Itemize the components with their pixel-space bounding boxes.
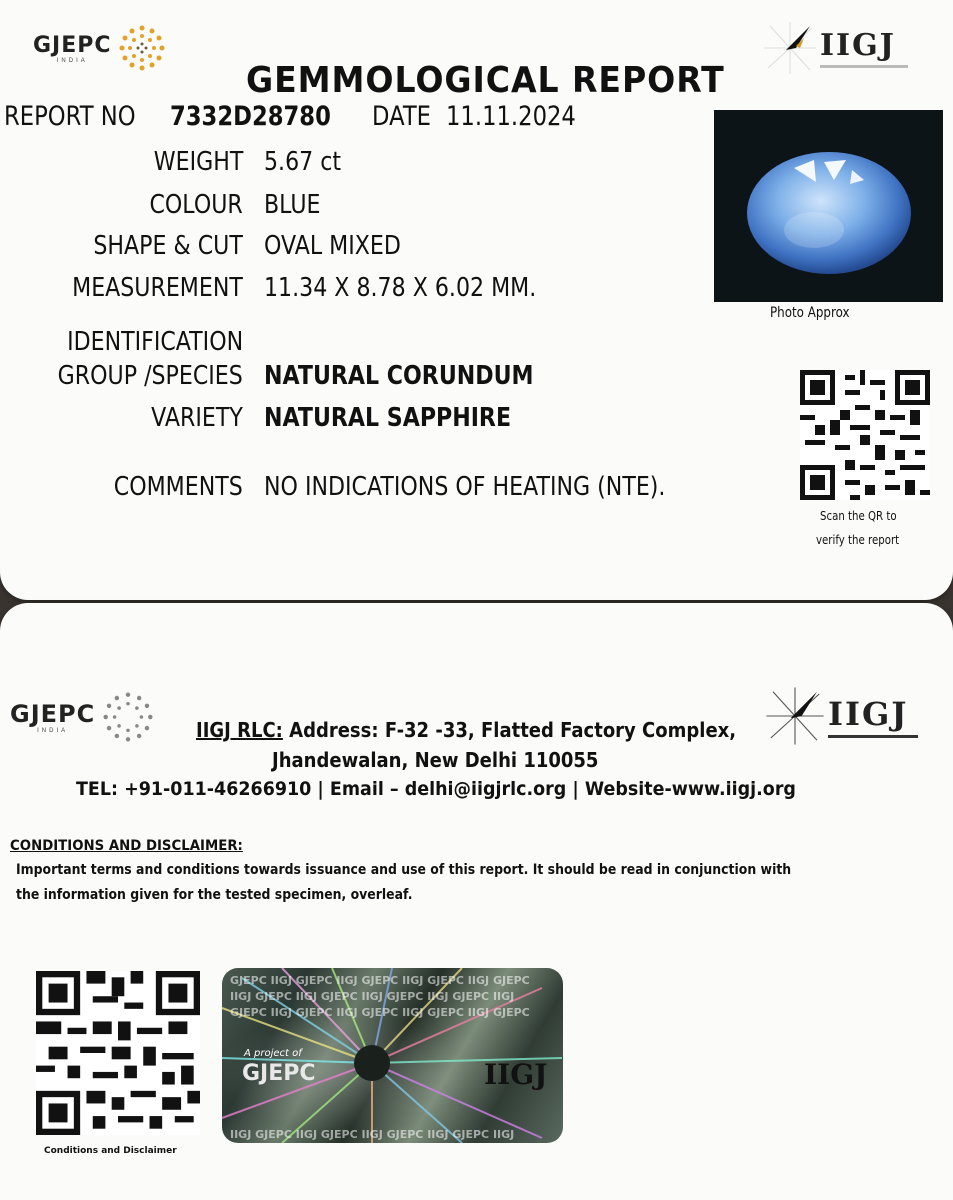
date-label: DATE [372,101,432,132]
report-no-value: 7332D28780 [170,101,331,132]
shape-value: OVAL MIXED [264,231,401,261]
svg-text:GJEPC IIGJ GJEPC IIGJ GJEPC II: GJEPC IIGJ GJEPC IIGJ GJEPC IIGJ GJEPC IIGJ GJEPC [230,974,530,987]
colour-label: COLOUR [149,190,243,220]
gjepc-sunburst-icon [116,22,168,74]
hologram-iigj-text: IIGJ [484,1058,548,1091]
address-line1-text: Address: F-32 -33, Flatted Factory Complex, [282,718,737,742]
gjepc-logo-back [10,688,157,746]
photo-caption: Photo Approx [770,305,850,321]
variety-value: NATURAL SAPPHIRE [264,403,512,433]
iigj-logo-text: IIGJ [820,28,896,63]
conditions-line1: Important terms and conditions towards issuance and use of this report. It should be read in conjunction with [16,862,792,878]
colour-value: BLUE [264,190,321,220]
shape-label: SHAPE & CUT [93,231,243,261]
qr-caption-line2: verify the report [816,533,900,547]
gemstone-photo [714,110,943,302]
gjepc-logo [33,22,168,74]
verify-qr-code[interactable] [800,370,930,500]
report-back-card [0,603,953,1200]
qr-caption-line1: Scan the QR to [820,509,897,523]
weight-label: WEIGHT [153,147,243,177]
gjepc-sunburst-back-icon [99,688,157,746]
conditions-qr-caption: Conditions and Disclaimer [44,1146,177,1156]
weight-value: 5.67 ct [264,147,342,177]
contact-line: TEL: +91-011-46266910 | Email – delhi@iigjrlc.org | Website-www.iigj.org [76,778,796,800]
address-line1 [196,718,736,742]
address-line2: Jhandewalan, New Delhi 110055 [272,748,599,772]
sapphire-gem-image [714,110,943,302]
date-value: 11.11.2024 [446,101,576,132]
variety-label: VARIETY [151,403,243,433]
svg-text:GJEPC IIGJ GJEPC IIGJ GJEPC II: GJEPC IIGJ GJEPC IIGJ GJEPC IIGJ GJEPC IIGJ GJEPC [230,1006,530,1019]
gjepc-logo-back-text: GJEPC [10,700,96,728]
conditions-line2: the information given for the tested specimen, overleaf. [16,887,413,903]
iigj-logo-back-text: IIGJ [828,694,909,733]
svg-text:IIGJ GJEPC IIGJ GJEPC IIGJ GJE: IIGJ GJEPC IIGJ GJEPC IIGJ GJEPC IIGJ GJEPC IIGJ [230,1128,515,1141]
identification-label: IDENTIFICATION [66,327,243,357]
security-hologram [222,968,563,1143]
hologram-gjepc-text: GJEPC [242,1061,316,1086]
report-title: GEMMOLOGICAL REPORT [246,60,725,101]
iigj-sparkle-back-icon [762,683,828,749]
iigj-logo-back-underline [828,735,918,738]
iigj-logo-underline [820,65,908,68]
measurement-label: MEASUREMENT [72,273,243,303]
group-species-label: GROUP /SPECIES [57,361,243,391]
conditions-qr-code[interactable] [36,971,200,1135]
hologram-project-text: A project of [244,1048,302,1059]
gjepc-logo-back-subtext: INDIA [37,728,69,734]
conditions-heading: CONDITIONS AND DISCLAIMER: [10,838,243,854]
report-no-label: REPORT NO [4,101,136,132]
gjepc-logo-subtext: INDIA [56,57,88,64]
iigj-sparkle-icon [760,18,820,78]
comments-label: COMMENTS [114,472,243,502]
svg-text:IIGJ GJEPC IIGJ GJEPC IIGJ GJE: IIGJ GJEPC IIGJ GJEPC IIGJ GJEPC IIGJ GJEPC IIGJ [230,990,515,1003]
gjepc-logo-text: GJEPC [33,32,112,58]
iigj-logo [760,18,908,78]
group-species-value: NATURAL CORUNDUM [264,361,534,391]
address-label: IIGJ RLC: [196,718,283,742]
iigj-logo-back [762,683,918,749]
measurement-value: 11.34 X 8.78 X 6.02 MM. [264,273,537,303]
comments-value: NO INDICATIONS OF HEATING (NTE). [264,472,666,502]
